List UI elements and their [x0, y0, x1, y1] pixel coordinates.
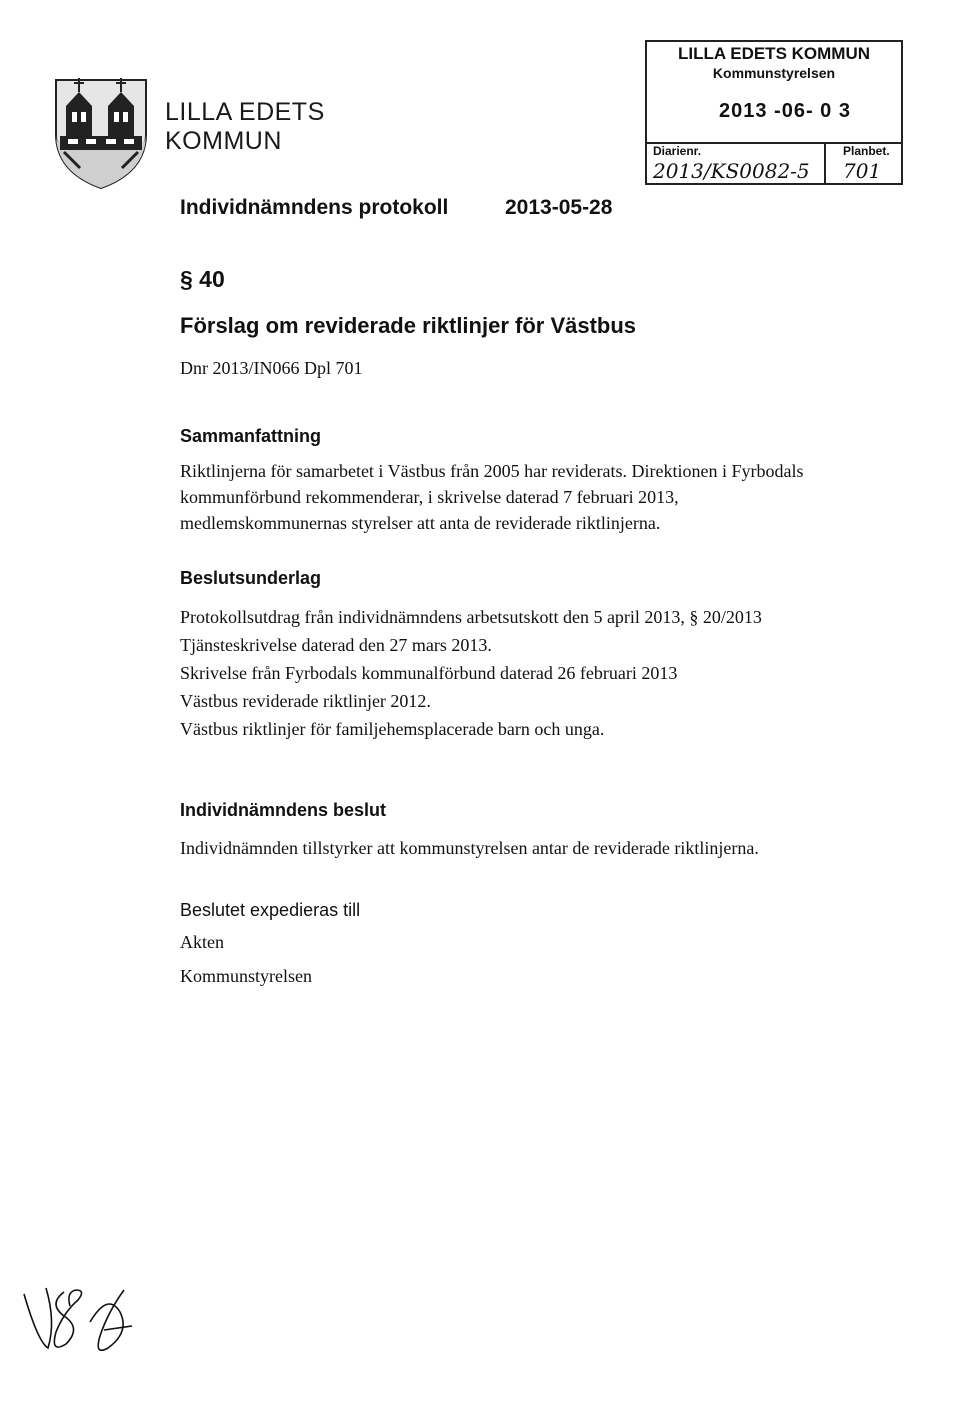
summary-heading: Sammanfattning [180, 426, 322, 446]
received-stamp [645, 40, 903, 185]
item-dnr: Dnr 2013/IN066 Dpl 701 [180, 358, 363, 378]
basis-item: Skrivelse från Fyrbodals kommunalförbund daterad 26 februari 2013 [180, 663, 678, 683]
stamp-diarienr-value: 2013/KS0082-5 [653, 159, 810, 183]
paragraph-number: § 40 [180, 266, 225, 292]
distribution-recipient: Akten [180, 932, 224, 952]
document-date: 2013-05-28 [505, 196, 613, 219]
distribution-heading: Beslutet expedieras till [180, 900, 361, 920]
basis-heading: Beslutsunderlag [180, 568, 322, 588]
distribution-list [180, 925, 312, 993]
summary-line: medlemskommunernas styrelser att anta de reviderade riktlinjerna. [180, 513, 661, 533]
document-title: Individnämndens protokoll [180, 196, 449, 219]
summary-line: kommunförbund rekommenderar, i skrivelse daterad 7 februari 2013, [180, 487, 679, 507]
basis-item: Tjänsteskrivelse daterad den 27 mars 2013. [180, 635, 492, 655]
stamp-column-divider [824, 142, 826, 184]
basis-item: Protokollsutdrag från individnämndens arbetsutskott den 5 april 2013, § 20/2013 [180, 607, 762, 627]
decision-text: Individnämnden tillstyrker att kommunstyrelsen antar de reviderade riktlinjerna. [180, 838, 759, 858]
stamp-planbet-value: 701 [843, 159, 882, 183]
stamp-received-date: 2013 -06- 0 3 [719, 100, 851, 122]
summary-line: Riktlinjerna för samarbetet i Västbus från 2005 har reviderats. Direktionen i Fyrbodals [180, 461, 804, 481]
municipality-name [165, 98, 325, 156]
decision-heading: Individnämndens beslut [180, 800, 387, 820]
municipality-name-line1: LILLA EDETS [165, 98, 325, 126]
stamp-diarienr-label: Diarienr. [653, 144, 702, 158]
coat-of-arms-icon [50, 72, 152, 190]
stamp-planbet-label: Planbet. [843, 144, 890, 158]
distribution-recipient: Kommunstyrelsen [180, 966, 312, 986]
municipality-name-line2: KOMMUN [165, 127, 282, 155]
summary-text [180, 458, 900, 536]
stamp-department: Kommunstyrelsen [712, 65, 836, 81]
handwritten-initials-icon [20, 1282, 140, 1362]
basis-item: Västbus riktlinjer för familjehemsplacerade barn och unga. [180, 719, 605, 739]
stamp-organization: LILLA EDETS KOMMUN [677, 44, 871, 63]
basis-list [180, 603, 762, 743]
basis-item: Västbus reviderade riktlinjer 2012. [180, 691, 431, 711]
item-title: Förslag om reviderade riktlinjer för Västbus [180, 313, 637, 338]
